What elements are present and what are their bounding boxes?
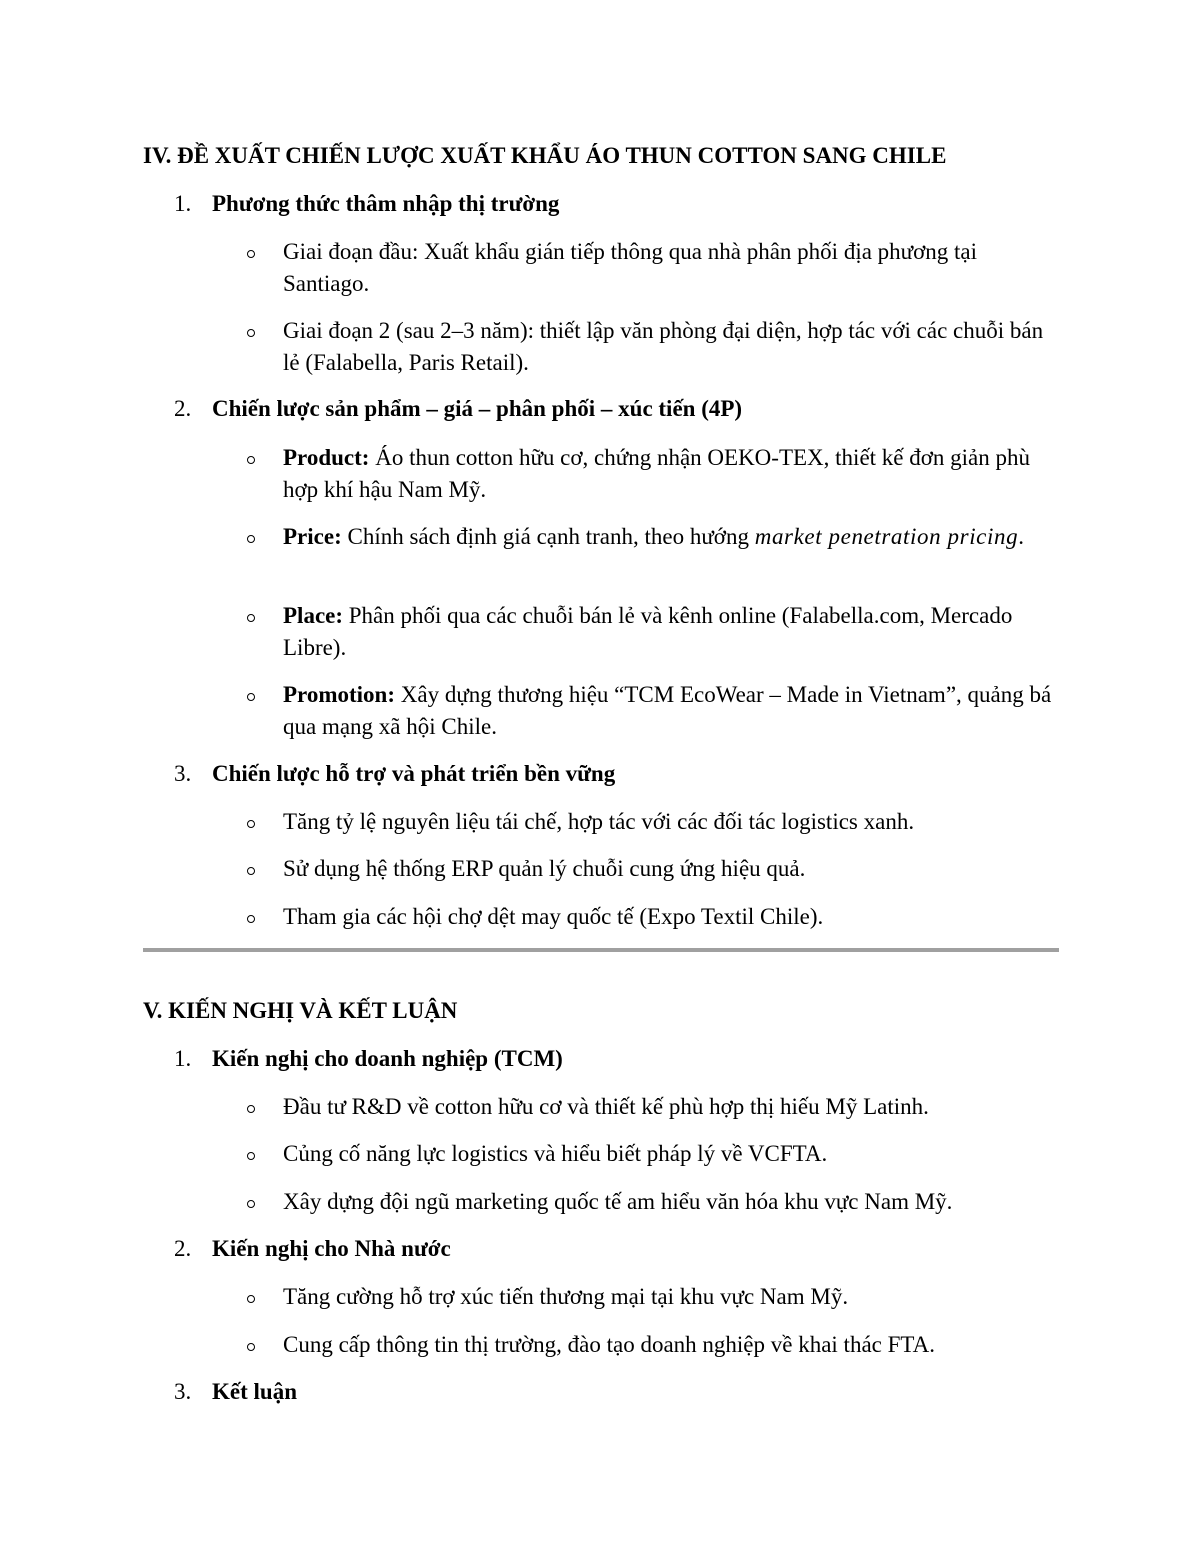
place-label: Place: xyxy=(283,603,344,628)
price-text: Chính sách định giá cạnh tranh, theo hướng xyxy=(341,524,755,549)
place-text: Phân phối qua các chuỗi bán lẻ và kênh online (Falabella.com, Mercado Libre). xyxy=(283,603,1013,660)
horizontal-divider xyxy=(143,948,1059,952)
heading-number: 2. xyxy=(174,396,192,421)
bullet-icon xyxy=(244,246,258,260)
heading-4p-strategy: Chiến lược sản phẩm – giá – phân phối – xúc tiến (4P) xyxy=(212,396,743,421)
bullet-icon xyxy=(244,452,258,466)
bullet-icon xyxy=(244,1291,258,1305)
section-iv-title: IV. ĐỀ XUẤT CHIẾN LƯỢC XUẤT KHẨU ÁO THUN COTTON SANG CHILE xyxy=(143,143,947,168)
list-item: Tham gia các hội chợ dệt may quốc tế (Expo Textil Chile). xyxy=(283,904,824,929)
bullet-icon xyxy=(244,1339,258,1353)
price-label: Price: xyxy=(283,524,342,549)
list-item: Xây dựng đội ngũ marketing quốc tế am hiểu văn hóa khu vực Nam Mỹ. xyxy=(283,1189,953,1214)
list-item: Đầu tư R&D về cotton hữu cơ và thiết kế phù hợp thị hiếu Mỹ Latinh. xyxy=(283,1094,929,1119)
bullet-icon xyxy=(244,816,258,830)
price-italic-term: market penetration pricing xyxy=(754,524,1019,549)
list-item: Giai đoạn 2 (sau 2–3 năm): thiết lập văn phòng đại diện, hợp tác với các chuỗi bán lẻ (Falabella, Paris Retail). xyxy=(283,318,1044,375)
bullet-icon xyxy=(244,1101,258,1115)
promotion-text: Xây dựng thương hiệu “TCM EcoWear – Made in Vietnam”, quảng bá qua mạng xã hội Chile. xyxy=(283,682,1052,739)
heading-business-recommendations: Kiến nghị cho doanh nghiệp (TCM) xyxy=(212,1046,563,1071)
bullet-icon xyxy=(244,911,258,925)
product-text: Áo thun cotton hữu cơ, chứng nhận OEKO-TEX, thiết kế đơn giản phù hợp khí hậu Nam Mỹ. xyxy=(283,445,1031,502)
list-item: Cung cấp thông tin thị trường, đào tạo doanh nghiệp về khai thác FTA. xyxy=(283,1332,935,1357)
list-item-place xyxy=(283,600,1058,664)
heading-conclusion: Kết luận xyxy=(212,1379,297,1404)
bullet-icon xyxy=(244,610,258,624)
bullet-icon xyxy=(244,689,258,703)
heading-state-recommendations: Kiến nghị cho Nhà nước xyxy=(212,1236,451,1261)
list-item: Tăng cường hỗ trợ xúc tiến thương mại tại khu vực Nam Mỹ. xyxy=(283,1284,849,1309)
heading-number: 1. xyxy=(174,191,192,216)
price-end: . xyxy=(1018,524,1024,549)
bullet-icon xyxy=(244,863,258,877)
list-item: Sử dụng hệ thống ERP quản lý chuỗi cung ứng hiệu quả. xyxy=(283,856,806,881)
bullet-icon xyxy=(244,1196,258,1210)
heading-market-entry: Phương thức thâm nhập thị trường xyxy=(212,191,560,216)
list-item: Tăng tỷ lệ nguyên liệu tái chế, hợp tác với các đối tác logistics xanh. xyxy=(283,809,915,834)
heading-sustainability: Chiến lược hỗ trợ và phát triển bền vững xyxy=(212,761,616,786)
list-item: Củng cố năng lực logistics và hiểu biết pháp lý về VCFTA. xyxy=(283,1141,828,1166)
list-item-promotion xyxy=(283,679,1058,743)
heading-number: 1. xyxy=(174,1046,192,1071)
heading-number: 3. xyxy=(174,1379,192,1404)
heading-number: 3. xyxy=(174,761,192,786)
section-v-title: V. KIẾN NGHỊ VÀ KẾT LUẬN xyxy=(143,998,458,1023)
heading-number: 2. xyxy=(174,1236,192,1261)
list-item-product xyxy=(283,442,1058,506)
promotion-label: Promotion: xyxy=(283,682,396,707)
list-item-price xyxy=(283,521,1058,553)
bullet-icon xyxy=(244,531,258,545)
list-item: Giai đoạn đầu: Xuất khẩu gián tiếp thông qua nhà phân phối địa phương tại Santiago. xyxy=(283,239,978,296)
bullet-icon xyxy=(244,325,258,339)
product-label: Product: xyxy=(283,445,370,470)
bullet-icon xyxy=(244,1148,258,1162)
